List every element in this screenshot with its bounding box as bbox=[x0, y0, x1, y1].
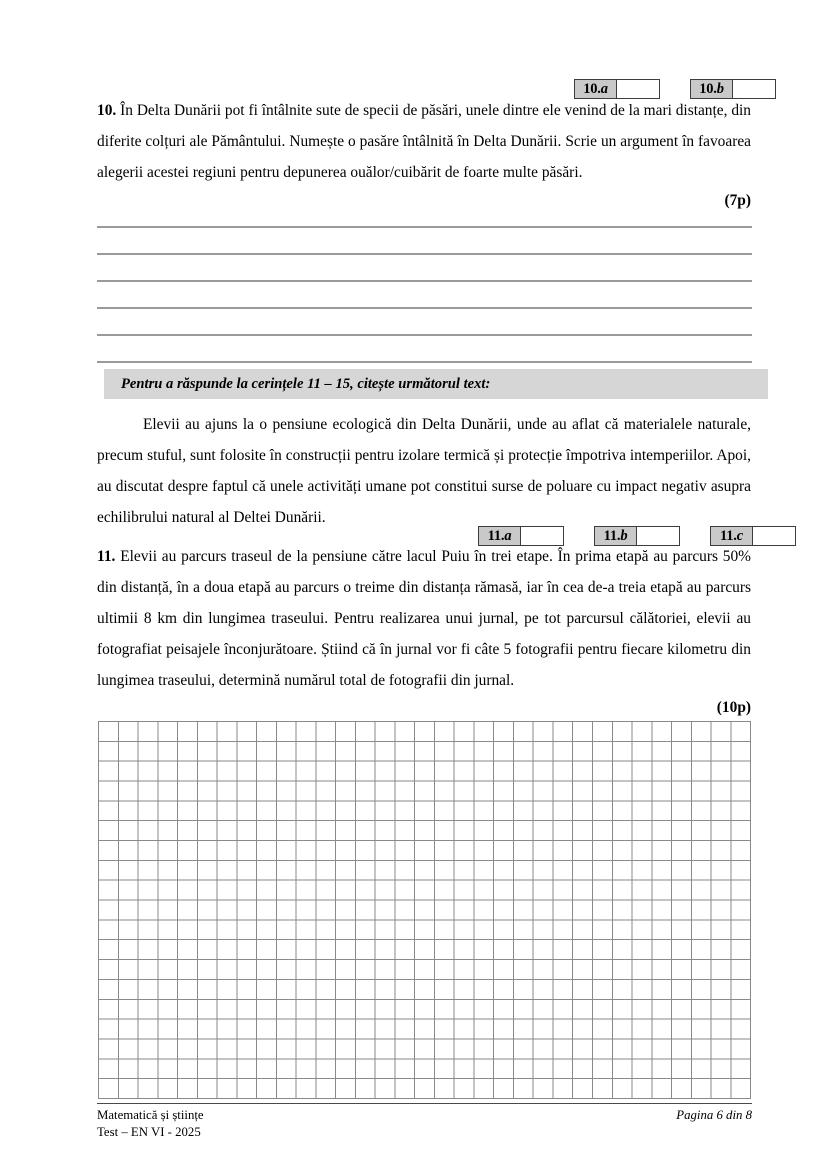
answer-line bbox=[97, 334, 752, 336]
answer-line bbox=[97, 253, 752, 255]
reading-instruction-banner bbox=[104, 369, 768, 399]
answer-line bbox=[97, 361, 752, 363]
item10-text: În Delta Dunării pot fi întâlnite sute de specii de păsări, unele dintre ele venind de la mari distanțe, din diferite colțuri ale Pământului. Numește o pasăre întâlnită în Delta Dunării. Scrie un argument în favoarea alegerii acestei regiuni pentru depunerea ouălor/cuibărit de foarte multe păsări. bbox=[97, 102, 751, 181]
answer-line bbox=[97, 307, 752, 309]
footer-test-code: Test – EN VI - 2025 bbox=[97, 1125, 201, 1139]
answer-grid[interactable] bbox=[98, 721, 751, 1099]
item10-code-label-a: 10.a bbox=[575, 80, 617, 98]
item11-code-label-b: 11.b bbox=[595, 527, 637, 545]
item11-text: Elevii au parcurs traseul de la pensiune către lacul Puiu în trei etape. În prima etapă au parcurs 50% din distanță, în a doua etapă au parcurs o treime din distanța rămasă, iar în cea de-a treia etapă au parcurs ultimii 8 km din lungimea traseului. Pentru realizarea unui jurnal, pe tot parcursul călătoriei, elevii au fotografiat peisajele înconjurătoare. Știind că în jurnal vor fi câte 5 fotografii pentru fiecare kilometru din lungimea traseului, determină numărul total de fotografii din jurnal. bbox=[97, 548, 751, 689]
item11-code-label-c: 11.c bbox=[711, 527, 753, 545]
item11-points: (10p) bbox=[716, 699, 751, 716]
item11-code-label-a: 11.a bbox=[479, 527, 521, 545]
item10-code-label-b: 10.b bbox=[691, 80, 733, 98]
item11-number: 11. bbox=[97, 548, 116, 565]
answer-line bbox=[97, 226, 752, 228]
answer-line bbox=[97, 280, 752, 282]
intro-paragraph: Elevii au ajuns la o pensiune ecologică din Delta Dunării, unde au aflat că materialele naturale, precum stuful, sunt folosite în construcții pentru izolare termică și protecție împotriva intemperiilor. Apoi, au discutat despre faptul că unele activități umane pot constitui surse de poluare cu impact negativ asupra echilibrului natural al Deltei Dunării. bbox=[97, 416, 751, 526]
footer-divider bbox=[97, 1103, 752, 1104]
item11-statement bbox=[97, 541, 751, 696]
item10-points: (7p) bbox=[724, 192, 751, 209]
reading-instruction-text: Pentru a răspunde la cerințele 11 – 15, citește următorul text: bbox=[121, 375, 491, 392]
footer-page-number: Pagina 6 din 8 bbox=[676, 1108, 752, 1122]
item10-number: 10. bbox=[97, 102, 117, 119]
item10-statement bbox=[97, 95, 751, 188]
footer-subject: Matematică și științe bbox=[97, 1108, 204, 1122]
item11-score-field-c[interactable] bbox=[753, 527, 795, 545]
page-footer bbox=[97, 1107, 752, 1141]
